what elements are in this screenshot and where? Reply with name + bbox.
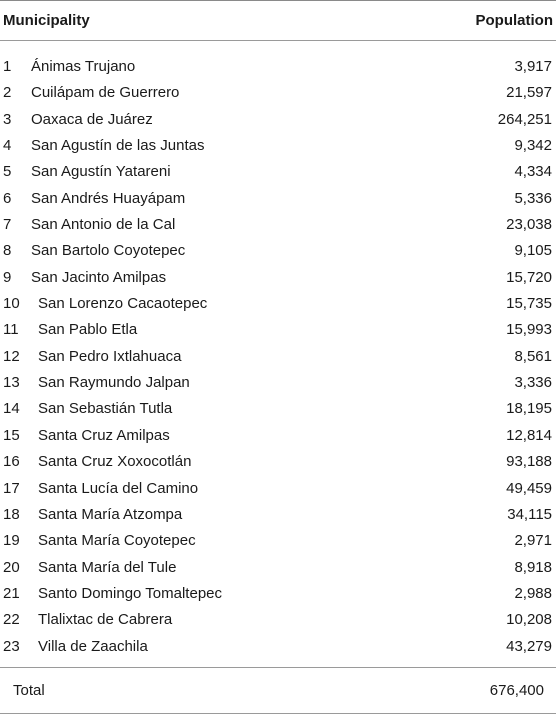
population-value: 43,279 bbox=[506, 637, 552, 655]
municipality-name: San Jacinto Amilpas bbox=[31, 268, 167, 286]
population-value: 34,115 bbox=[507, 505, 552, 523]
population-value: 15,735 bbox=[506, 295, 552, 313]
table-row bbox=[0, 475, 556, 501]
table-row bbox=[0, 527, 556, 553]
municipality-name: Santa María Atzompa bbox=[38, 505, 183, 523]
table-row bbox=[0, 158, 556, 184]
table-header bbox=[0, 0, 556, 40]
row-number: 14 bbox=[3, 400, 20, 418]
row-number: 2 bbox=[3, 84, 12, 102]
population-value: 3,917 bbox=[514, 58, 552, 75]
municipality-name: San Agustín Yatareni bbox=[31, 163, 171, 181]
municipality-name: San Pedro Ixtlahuaca bbox=[38, 347, 182, 365]
total-label: Total bbox=[13, 682, 45, 699]
table-row bbox=[0, 264, 556, 290]
population-value: 9,342 bbox=[514, 137, 552, 155]
municipality-name: Santa Cruz Xoxocotlán bbox=[38, 453, 192, 471]
row-number: 23 bbox=[3, 637, 20, 655]
table-row bbox=[0, 554, 556, 580]
population-value: 2,971 bbox=[514, 532, 552, 550]
row-number: 10 bbox=[3, 295, 20, 313]
table-row bbox=[0, 290, 556, 316]
table-row bbox=[0, 53, 556, 79]
row-number: 5 bbox=[3, 163, 12, 181]
table-row bbox=[0, 132, 556, 158]
row-number: 16 bbox=[3, 453, 20, 471]
row-number: 7 bbox=[3, 216, 12, 234]
row-number: 19 bbox=[3, 532, 20, 550]
table-row bbox=[0, 211, 556, 237]
population-value: 2,988 bbox=[514, 584, 552, 602]
population-value: 49,459 bbox=[506, 479, 552, 497]
table-row bbox=[0, 501, 556, 527]
total-row bbox=[0, 680, 556, 704]
population-value: 8,918 bbox=[514, 558, 552, 576]
population-value: 5,336 bbox=[514, 189, 552, 207]
population-value: 8,561 bbox=[514, 347, 552, 365]
row-number: 1 bbox=[3, 58, 12, 75]
municipality-name: Santo Domingo Tomaltepec bbox=[38, 584, 222, 602]
population-column-header: Population bbox=[475, 12, 553, 29]
row-number: 3 bbox=[3, 110, 12, 128]
row-number: 13 bbox=[3, 374, 20, 392]
table-row bbox=[0, 343, 556, 369]
total-rule bbox=[0, 667, 556, 668]
row-number: 6 bbox=[3, 189, 12, 207]
population-value: 9,105 bbox=[514, 242, 552, 260]
municipality-name: Tlalixtac de Cabrera bbox=[38, 611, 173, 629]
table-bottom-rule bbox=[0, 713, 556, 714]
table-row bbox=[0, 106, 556, 132]
population-value: 18,195 bbox=[506, 400, 552, 418]
total-population: 676,400 bbox=[489, 682, 544, 699]
population-value: 10,208 bbox=[506, 611, 552, 629]
table-row bbox=[0, 316, 556, 342]
municipality-name: San Bartolo Coyotepec bbox=[31, 242, 186, 260]
row-number: 22 bbox=[3, 611, 20, 629]
municipality-name: Cuilápam de Guerrero bbox=[31, 84, 180, 102]
row-number: 21 bbox=[3, 584, 20, 602]
row-number: 9 bbox=[3, 268, 12, 286]
municipality-name: San Antonio de la Cal bbox=[31, 216, 176, 234]
municipality-name: San Pablo Etla bbox=[38, 321, 138, 339]
municipality-name: San Sebastián Tutla bbox=[38, 400, 173, 418]
municipality-column-header: Municipality bbox=[3, 12, 90, 29]
municipality-name: Ánimas Trujano bbox=[31, 58, 136, 75]
header-rule bbox=[0, 40, 556, 41]
municipality-name: San Andrés Huayápam bbox=[31, 189, 186, 207]
population-value: 264,251 bbox=[497, 110, 552, 128]
table-row bbox=[0, 237, 556, 263]
population-value: 4,334 bbox=[514, 163, 552, 181]
row-number: 15 bbox=[3, 426, 20, 444]
table-row bbox=[0, 422, 556, 448]
table-row bbox=[0, 606, 556, 632]
table-row bbox=[0, 395, 556, 421]
row-number: 20 bbox=[3, 558, 20, 576]
row-number: 12 bbox=[3, 347, 20, 365]
table-row bbox=[0, 633, 556, 659]
municipality-name: San Raymundo Jalpan bbox=[38, 374, 190, 392]
row-number: 8 bbox=[3, 242, 12, 260]
municipality-name: Santa María del Tule bbox=[38, 558, 177, 576]
row-number: 18 bbox=[3, 505, 20, 523]
municipality-name: San Agustín de las Juntas bbox=[31, 137, 205, 155]
population-value: 15,993 bbox=[506, 321, 552, 339]
row-number: 11 bbox=[3, 321, 19, 339]
population-value: 3,336 bbox=[514, 374, 552, 392]
population-value: 15,720 bbox=[506, 268, 552, 286]
population-value: 23,038 bbox=[506, 216, 552, 234]
municipality-name: Villa de Zaachila bbox=[38, 637, 148, 655]
population-value: 21,597 bbox=[506, 84, 552, 102]
municipality-name: San Lorenzo Cacaotepec bbox=[38, 295, 208, 313]
table-row bbox=[0, 369, 556, 395]
population-value: 12,814 bbox=[506, 426, 552, 444]
municipality-name: Santa Cruz Amilpas bbox=[38, 426, 170, 444]
table-row bbox=[0, 580, 556, 606]
municipality-name: Santa María Coyotepec bbox=[38, 532, 196, 550]
municipality-name: Santa Lucía del Camino bbox=[38, 479, 199, 497]
row-number: 4 bbox=[3, 137, 12, 155]
row-number: 17 bbox=[3, 479, 20, 497]
population-value: 93,188 bbox=[506, 453, 552, 471]
table-row bbox=[0, 448, 556, 474]
table-body bbox=[0, 53, 556, 659]
table-row bbox=[0, 79, 556, 105]
table-row bbox=[0, 185, 556, 211]
municipality-name: Oaxaca de Juárez bbox=[31, 110, 153, 128]
